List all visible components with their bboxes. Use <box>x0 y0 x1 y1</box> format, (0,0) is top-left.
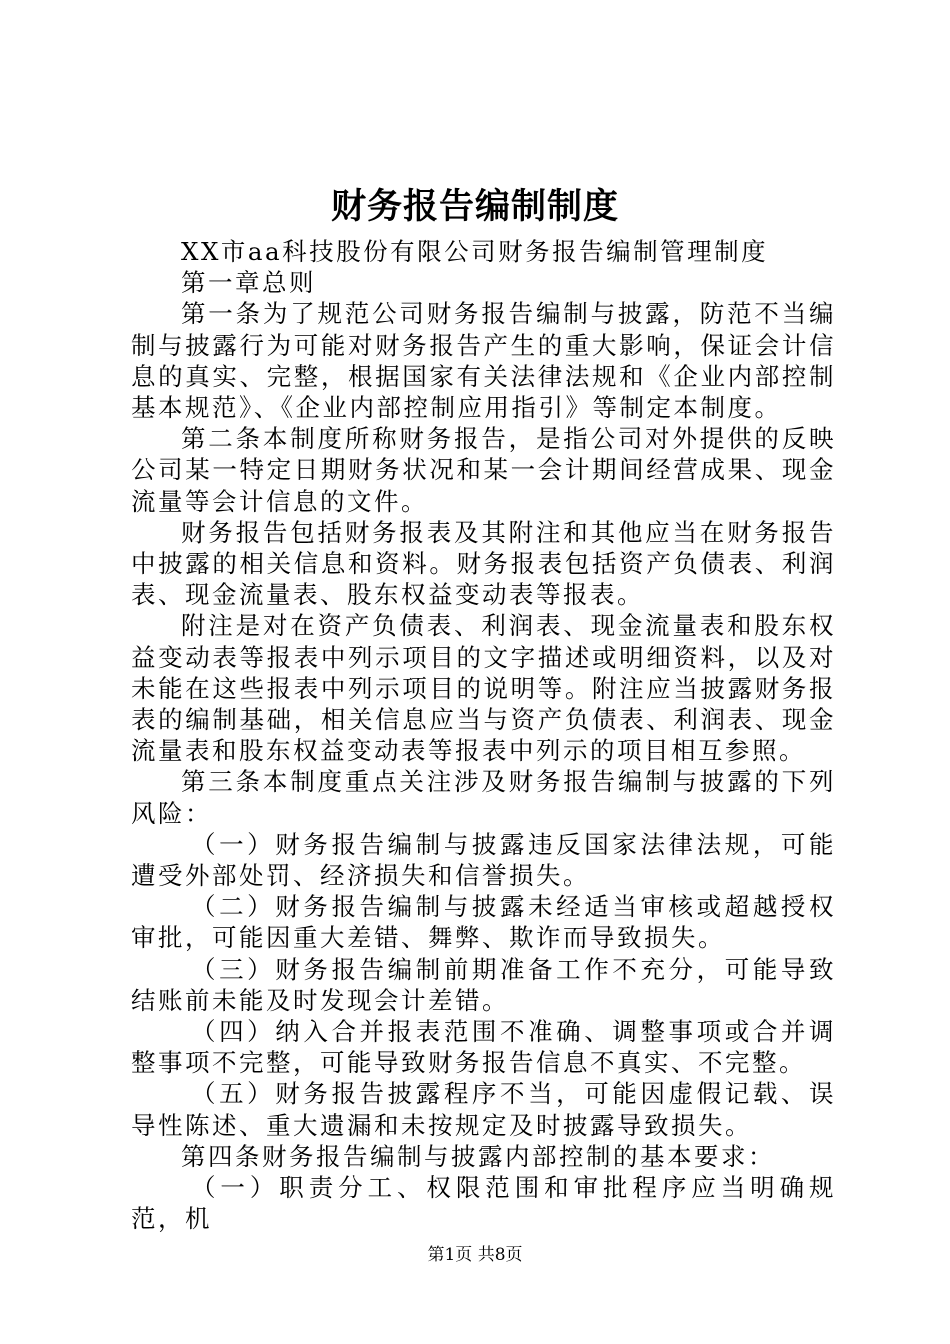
paragraph-risk-5: （五）财务报告披露程序不当，可能因虚假记载、误导性陈述、重大遗漏和未按规定及时披露导致损失。 <box>131 1079 836 1140</box>
document-body <box>131 236 836 1235</box>
paragraph-risk-3: （三）财务报告编制前期准备工作不充分，可能导致结账前未能及时发现会计差错。 <box>131 954 836 1015</box>
paragraph-article-3: 第三条本制度重点关注涉及财务报告编制与披露的下列风险： <box>131 767 836 828</box>
paragraph-notes: 附注是对在资产负债表、利润表、现金流量表和股东权益变动表等报表中列示项目的文字描述或明细资料，以及对未能在这些报表中列示项目的说明等。附注应当披露财务报表的编制基础，相关信息应当与资产负债表、利润表、现金流量表和股东权益变动表等报表中列示的项目相互参照。 <box>131 611 836 766</box>
document-title: 财务报告编制制度 <box>330 186 619 227</box>
paragraph-risk-4: （四）纳入合并报表范围不准确、调整事项或合并调整事项不完整，可能导致财务报告信息不真实、不完整。 <box>131 1017 836 1078</box>
paragraph-article-4: 第四条财务报告编制与披露内部控制的基本要求： <box>181 1141 775 1171</box>
paragraph-article-1: 第一条为了规范公司财务报告编制与披露，防范不当编制与披露行为可能对财务报告产生的重大影响，保证会计信息的真实、完整，根据国家有关法律法规和《企业内部控制基本规范》、《企业内部控制应用指引》等制定本制度。 <box>131 299 836 423</box>
paragraph-risk-2: （二）财务报告编制与披露未经适当审核或超越授权审批，可能因重大差错、舞弊、欺诈而导致损失。 <box>131 892 836 953</box>
paragraph-requirement-1: （一）职责分工、权限范围和审批程序应当明确规范，机 <box>131 1173 836 1234</box>
paragraph-chapter-heading: 第一章总则 <box>181 268 316 298</box>
paragraph-report-contents: 财务报告包括财务报表及其附注和其他应当在财务报告中披露的相关信息和资料。财务报表包括资产负债表、利润表、现金流量表、股东权益变动表等报表。 <box>131 517 836 610</box>
paragraph-company-heading: XX市aa科技股份有限公司财务报告编制管理制度 <box>181 237 769 266</box>
page-footer: 第1页 共8页 <box>427 1245 523 1265</box>
paragraph-risk-1: （一）财务报告编制与披露违反国家法律法规，可能遭受外部处罚、经济损失和信誉损失。 <box>131 829 836 891</box>
paragraph-article-2: 第二条本制度所称财务报告，是指公司对外提供的反映公司某一特定日期财务状况和某一会计期间经营成果、现金流量等会计信息的文件。 <box>131 424 836 516</box>
